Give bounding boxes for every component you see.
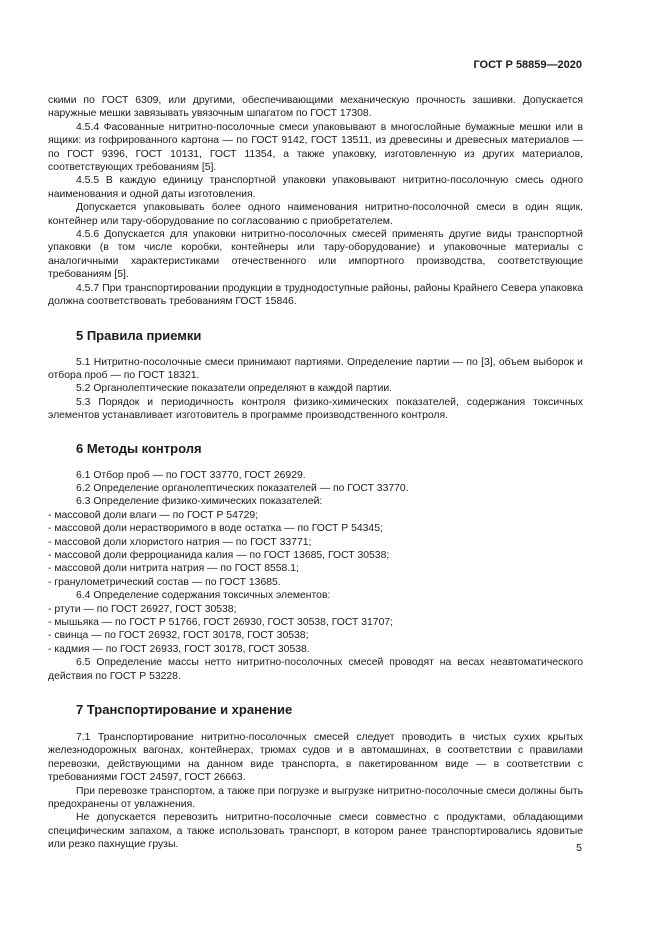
- list-item-arsenic: - мышьяка — по ГОСТ Р 51766, ГОСТ 26930, ГОСТ 30538, ГОСТ 31707;: [48, 617, 394, 628]
- clause-5-1: 5.1 Нитритно-посолочные смеси принимают партиями. Определение партии — по [3], объем выборок и отбора проб — по ГОСТ 18321.: [48, 356, 583, 381]
- list-item-ferrocyanide: - массовой доли ферроцианида калия — по ГОСТ 13685, ГОСТ 30538;: [48, 549, 390, 561]
- list-item-granulometry: - гранулометрический состав — по ГОСТ 13685.: [48, 576, 281, 588]
- clause-4-5-4: 4.5.4 Фасованные нитритно-посолочные смеси упаковывают в многослойные бумажные мешки или в ящики: из гофрированного картона — по ГОСТ 9142, ГОСТ 13511, из древесины и древесных материалов — по ГОСТ 9396, ГОСТ 10131, ГОСТ 11354, а также упаковку, изготовленную из других материалов, соответствующих требованиям [5].: [48, 121, 583, 174]
- page-body: [48, 94, 583, 852]
- clause-4-5-5-addendum: Допускается упаковывать более одного наименования нитритно-посолочной смеси в один ящик, контейнер или тару-оборудование по согласованию с приобретателем.: [48, 202, 583, 227]
- section-5-heading: 5 Правила приемки: [76, 327, 202, 343]
- list-item-sodium-chloride: - массовой доли хлористого натрия — по ГОСТ 33771;: [48, 536, 312, 548]
- list-item-nitrite: - массовой доли нитрита натрия — по ГОСТ 8558.1;: [48, 563, 299, 575]
- clause-4-5-5: 4.5.5 В каждую единицу транспортной упаковки упаковывают нитритно-посолочную смесь одного наименования и одной даты изготовления.: [48, 175, 583, 200]
- list-item-cadmium: - кадмия — по ГОСТ 26933, ГОСТ 30178, ГОСТ 30538.: [48, 643, 310, 655]
- clause-6-1: 6.1 Отбор проб — по ГОСТ 33770, ГОСТ 26929.: [76, 469, 306, 481]
- list-item-mercury: - ртути — по ГОСТ 26927, ГОСТ 30538;: [48, 603, 237, 615]
- clause-6-2: 6.2 Определение органолептических показателей — по ГОСТ 33770.: [76, 482, 409, 494]
- continued-paragraph: скими по ГОСТ 6309, или другими, обеспечивающими механическую прочность зашивки. Допускается наружные мешки завязывать увязочным шпагатом по ГОСТ 17308.: [48, 95, 583, 120]
- clause-6-4: 6.4 Определение содержания токсичных элементов:: [76, 590, 331, 602]
- clause-5-3: 5.3 Порядок и периодичность контроля физико-химических показателей, содержания токсичных элементов устанавливает изготовитель в программе производственного контроля.: [48, 396, 583, 422]
- document-code-header: ГОСТ Р 58859—2020: [473, 59, 582, 71]
- clause-7-1-restrictions: Не допускается перевозить нитритно-посолочные смеси совместно с продуктами, обладающими специфическим запахом, а также использовать транспорт, в котором ранее транспортировались ядовитые или резко пахнущие грузы.: [48, 812, 583, 851]
- clause-7-1-moisture: При перевозке транспортом, а также при погрузке и выгрузке нитритно-посолочные смеси должны быть предохранены от увлажнения.: [48, 785, 583, 811]
- clause-7-1: 7.1 Транспортирование нитритно-посолочных смесей следует проводить в чистых сухих крытых железнодорожных вагонах, контейнерах, трюмах судов и в автомашинах, в соответствии с правилами перевозки, действующими на данном виде транспорта, в пакетированном виде — в соответствии с требованиями ГОСТ 24597, ГОСТ 26663.: [48, 732, 583, 784]
- clause-6-3: 6.3 Определение физико-химических показателей:: [76, 496, 323, 508]
- clause-5-2: 5.2 Органолептические показатели определяют в каждой партии.: [76, 383, 393, 395]
- list-item-moisture: - массовой доли влаги — по ГОСТ Р 54729;: [48, 509, 259, 521]
- section-6-heading: 6 Методы контроля: [76, 440, 202, 456]
- list-item-insoluble: - массовой доли нерастворимого в воде остатка — по ГОСТ Р 54345;: [48, 523, 383, 535]
- section-7-heading: 7 Транспортирование и хранение: [76, 702, 293, 718]
- clause-6-5: 6.5 Определение массы нетто нитритно-посолочных смесей проводят на весах неавтоматического действия по ГОСТ Р 53228.: [48, 657, 583, 682]
- list-item-lead: - свинца — по ГОСТ 26932, ГОСТ 30178, ГОСТ 30538;: [48, 630, 309, 642]
- clause-4-5-7: 4.5.7 При транспортировании продукции в труднодоступные районы, районы Крайнего Севера упаковка должна соответствовать требованиям ГОСТ 15846.: [48, 282, 583, 308]
- page-number: 5: [576, 842, 582, 854]
- clause-4-5-6: 4.5.6 Допускается для упаковки нитритно-посолочных смесей применять другие виды транспортной упаковки (в том числе коробки, контейнеры или тару-оборудование) и упаковочные материалы с аналогичными характеристиками отечественного или импортного производства, соответствующие требованиям [5].: [48, 229, 583, 281]
